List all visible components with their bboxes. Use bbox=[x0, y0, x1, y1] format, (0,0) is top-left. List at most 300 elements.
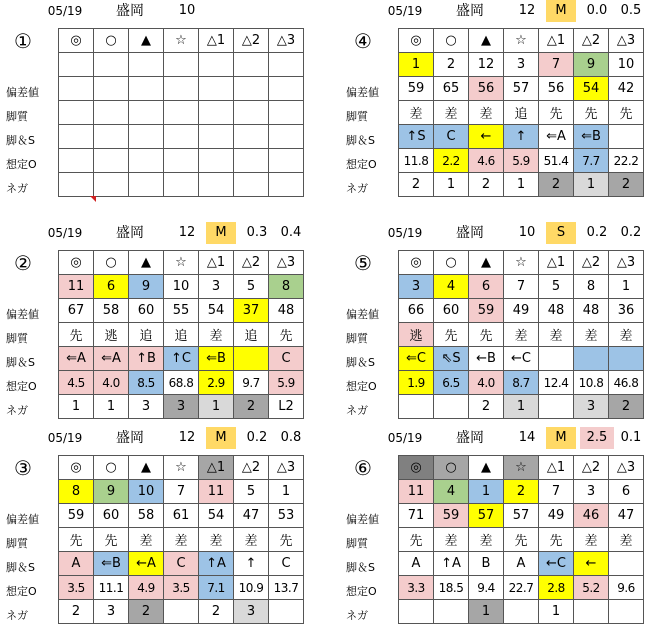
negative-cell: 3 bbox=[234, 600, 269, 624]
negative-cell: L2 bbox=[269, 395, 304, 419]
row-label: 偏差値 bbox=[346, 86, 379, 99]
odds-cell: 3.5 bbox=[164, 576, 199, 600]
leg-speed-cell: C bbox=[434, 125, 469, 149]
horse-numbers-cell: 3 bbox=[504, 53, 539, 77]
horse-numbers-cell: 10 bbox=[164, 275, 199, 299]
prediction-grid bbox=[398, 28, 644, 197]
red-corner-marker bbox=[90, 196, 96, 202]
row-label: ネガ bbox=[6, 609, 28, 622]
race-header bbox=[340, 222, 670, 244]
row-label: 偏差値 bbox=[346, 513, 379, 526]
running-style-cell: 差 bbox=[469, 101, 504, 125]
race-venue: 盛岡 bbox=[116, 3, 144, 19]
race-number: ③ bbox=[14, 456, 32, 480]
race-date: 05/19 bbox=[47, 4, 83, 18]
horse-numbers-cell: 8 bbox=[269, 275, 304, 299]
horse-numbers-row bbox=[59, 275, 304, 299]
race-date: 05/19 bbox=[387, 226, 423, 240]
symbol-cell: △2 bbox=[574, 456, 609, 480]
race-number: ⑥ bbox=[354, 456, 372, 480]
deviation-row bbox=[59, 299, 304, 323]
deviation-cell: 57 bbox=[504, 77, 539, 101]
horse-numbers-cell: 4 bbox=[434, 480, 469, 504]
deviation-cell bbox=[234, 77, 269, 101]
row-label: 想定O bbox=[6, 380, 37, 393]
race-venue: 盛岡 bbox=[456, 225, 484, 241]
pace-value-1: 0.0 bbox=[586, 3, 608, 18]
deviation-cell: 48 bbox=[574, 299, 609, 323]
leg-speed-cell: A bbox=[59, 552, 94, 576]
negative-cell: 3 bbox=[164, 395, 199, 419]
pace-value-1: 0.3 bbox=[246, 225, 268, 240]
race-number: ① bbox=[14, 29, 32, 53]
row-label: 脚質 bbox=[6, 110, 28, 123]
odds-cell bbox=[129, 149, 164, 173]
leg-speed-cell bbox=[269, 125, 304, 149]
running-style-cell: 差 bbox=[434, 528, 469, 552]
horse-numbers-cell: 1 bbox=[469, 480, 504, 504]
running-style-row bbox=[399, 101, 644, 125]
horse-numbers-row bbox=[399, 275, 644, 299]
symbol-row bbox=[399, 29, 644, 53]
odds-row bbox=[399, 149, 644, 173]
symbol-cell: △1 bbox=[539, 456, 574, 480]
horse-numbers-cell: 6 bbox=[609, 480, 644, 504]
symbol-cell: △3 bbox=[609, 456, 644, 480]
leg-speed-cell: C bbox=[269, 347, 304, 371]
leg-speed-cell: ⇐A bbox=[59, 347, 94, 371]
odds-cell: 3.5 bbox=[59, 576, 94, 600]
running-style-cell bbox=[129, 101, 164, 125]
deviation-cell: 60 bbox=[94, 504, 129, 528]
leg-speed-cell bbox=[234, 347, 269, 371]
odds-cell: 18.5 bbox=[434, 576, 469, 600]
negative-cell bbox=[164, 173, 199, 197]
symbol-cell: ◎ bbox=[59, 29, 94, 53]
running-style-cell bbox=[234, 101, 269, 125]
negative-cell bbox=[504, 600, 539, 624]
race-panel bbox=[0, 222, 330, 427]
horse-numbers-cell: 9 bbox=[129, 275, 164, 299]
symbol-cell: △1 bbox=[199, 251, 234, 275]
odds-cell: 8.7 bbox=[504, 371, 539, 395]
running-style-cell: 差 bbox=[129, 528, 164, 552]
running-style-cell: 追 bbox=[504, 101, 539, 125]
odds-cell: 9.7 bbox=[234, 371, 269, 395]
negative-cell: 2 bbox=[59, 600, 94, 624]
deviation-row bbox=[59, 77, 304, 101]
running-style-cell: 差 bbox=[609, 323, 644, 347]
leg-speed-cell: ←C bbox=[539, 552, 574, 576]
leg-speed-row bbox=[59, 552, 304, 576]
symbol-cell: ☆ bbox=[504, 456, 539, 480]
odds-row bbox=[59, 371, 304, 395]
race-date: 05/19 bbox=[47, 226, 83, 240]
running-style-cell: 差 bbox=[234, 528, 269, 552]
horse-numbers-cell: 1 bbox=[609, 275, 644, 299]
deviation-cell: 59 bbox=[59, 504, 94, 528]
pace-value-2: 0.1 bbox=[620, 430, 642, 445]
running-style-cell: 差 bbox=[574, 323, 609, 347]
horse-numbers-cell: 4 bbox=[434, 275, 469, 299]
race-header bbox=[340, 0, 670, 22]
negative-cell bbox=[434, 600, 469, 624]
symbol-cell: ○ bbox=[94, 29, 129, 53]
horse-numbers-row bbox=[59, 480, 304, 504]
running-style-cell: 差 bbox=[504, 323, 539, 347]
field-size: 10 bbox=[518, 225, 536, 240]
deviation-cell: 57 bbox=[469, 504, 504, 528]
race-venue: 盛岡 bbox=[456, 430, 484, 446]
negative-row bbox=[399, 600, 644, 624]
running-style-cell: 先 bbox=[504, 528, 539, 552]
symbol-cell: ▲ bbox=[129, 456, 164, 480]
running-style-cell: 先 bbox=[94, 528, 129, 552]
negative-cell: 1 bbox=[434, 173, 469, 197]
deviation-cell: 47 bbox=[234, 504, 269, 528]
negative-cell: 2 bbox=[469, 173, 504, 197]
negative-cell bbox=[539, 395, 574, 419]
symbol-cell: △1 bbox=[199, 456, 234, 480]
deviation-cell: 37 bbox=[234, 299, 269, 323]
negative-cell: 2 bbox=[609, 395, 644, 419]
odds-cell bbox=[94, 149, 129, 173]
race-number: ④ bbox=[354, 29, 372, 53]
running-style-cell bbox=[94, 101, 129, 125]
negative-cell: 1 bbox=[539, 600, 574, 624]
row-label: 偏差値 bbox=[6, 86, 39, 99]
horse-numbers-cell: 5 bbox=[539, 275, 574, 299]
running-style-cell: 差 bbox=[609, 528, 644, 552]
prediction-grid bbox=[58, 250, 304, 419]
horse-numbers-cell: 11 bbox=[399, 480, 434, 504]
row-labels bbox=[0, 508, 58, 628]
symbol-cell: ○ bbox=[94, 456, 129, 480]
pace-value-1 bbox=[240, 0, 274, 22]
running-style-cell: 差 bbox=[469, 528, 504, 552]
deviation-cell bbox=[199, 77, 234, 101]
pace-value-2 bbox=[274, 0, 308, 22]
horse-numbers-cell: 12 bbox=[469, 53, 504, 77]
negative-cell bbox=[269, 600, 304, 624]
odds-cell: 13.7 bbox=[269, 576, 304, 600]
row-label: 脚質 bbox=[346, 537, 368, 550]
horse-numbers-cell: 3 bbox=[199, 275, 234, 299]
row-label: 脚＆S bbox=[6, 561, 35, 574]
symbol-cell: ☆ bbox=[164, 456, 199, 480]
symbol-cell: ▲ bbox=[469, 456, 504, 480]
field-size: 10 bbox=[178, 3, 196, 18]
deviation-cell: 66 bbox=[399, 299, 434, 323]
horse-numbers-cell: 11 bbox=[59, 275, 94, 299]
negative-row bbox=[59, 395, 304, 419]
running-style-cell: 先 bbox=[59, 528, 94, 552]
leg-speed-cell bbox=[129, 125, 164, 149]
symbol-row bbox=[399, 456, 644, 480]
odds-cell: 1.9 bbox=[399, 371, 434, 395]
negative-cell: 2 bbox=[609, 173, 644, 197]
pace-value-2: 0.4 bbox=[280, 225, 302, 240]
row-label: 脚質 bbox=[6, 332, 28, 345]
leg-speed-cell: ⇐A bbox=[539, 125, 574, 149]
horse-numbers-cell: 3 bbox=[399, 275, 434, 299]
pace-badge: S bbox=[546, 222, 576, 244]
row-label: 脚＆S bbox=[346, 561, 375, 574]
symbol-cell: △3 bbox=[269, 456, 304, 480]
leg-speed-cell: B bbox=[469, 552, 504, 576]
symbol-cell: ◎ bbox=[399, 251, 434, 275]
race-number: ② bbox=[14, 251, 32, 275]
leg-speed-cell: ← bbox=[469, 125, 504, 149]
running-style-row bbox=[59, 323, 304, 347]
leg-speed-cell: ←A bbox=[129, 552, 164, 576]
prediction-grid bbox=[398, 455, 644, 624]
symbol-cell: ▲ bbox=[469, 29, 504, 53]
deviation-cell: 58 bbox=[129, 504, 164, 528]
pace-value-1: 2.5 bbox=[580, 427, 614, 449]
deviation-cell bbox=[59, 77, 94, 101]
odds-cell: 2.2 bbox=[434, 149, 469, 173]
leg-speed-row bbox=[399, 125, 644, 149]
running-style-row bbox=[399, 323, 644, 347]
leg-speed-cell bbox=[199, 125, 234, 149]
negative-cell: 2 bbox=[399, 173, 434, 197]
symbol-row bbox=[399, 251, 644, 275]
row-label: 想定O bbox=[346, 585, 377, 598]
negative-cell: 1 bbox=[94, 395, 129, 419]
odds-cell: 10.8 bbox=[574, 371, 609, 395]
deviation-cell: 56 bbox=[469, 77, 504, 101]
running-style-cell: 先 bbox=[539, 101, 574, 125]
leg-speed-cell: ← bbox=[574, 552, 609, 576]
deviation-cell: 54 bbox=[199, 299, 234, 323]
running-style-cell: 先 bbox=[469, 323, 504, 347]
row-label: 偏差値 bbox=[6, 308, 39, 321]
horse-numbers-row bbox=[399, 480, 644, 504]
symbol-cell: △2 bbox=[234, 251, 269, 275]
prediction-grid bbox=[58, 455, 304, 624]
running-style-cell: 先 bbox=[574, 101, 609, 125]
race-date: 05/19 bbox=[47, 431, 83, 445]
negative-cell bbox=[234, 173, 269, 197]
leg-speed-cell: ↑S bbox=[399, 125, 434, 149]
row-label: ネガ bbox=[346, 609, 368, 622]
odds-cell: 4.0 bbox=[469, 371, 504, 395]
horse-numbers-cell: 7 bbox=[164, 480, 199, 504]
deviation-cell: 67 bbox=[59, 299, 94, 323]
running-style-cell: 差 bbox=[199, 323, 234, 347]
leg-speed-cell: ↑ bbox=[234, 552, 269, 576]
running-style-cell: 差 bbox=[539, 323, 574, 347]
leg-speed-cell: A bbox=[504, 552, 539, 576]
leg-speed-cell: ⇐B bbox=[199, 347, 234, 371]
race-panel bbox=[340, 222, 670, 427]
running-style-cell bbox=[59, 101, 94, 125]
horse-numbers-cell: 2 bbox=[504, 480, 539, 504]
running-style-cell: 逃 bbox=[94, 323, 129, 347]
deviation-cell: 59 bbox=[434, 504, 469, 528]
race-venue: 盛岡 bbox=[456, 3, 484, 19]
symbol-cell: △1 bbox=[539, 29, 574, 53]
deviation-row bbox=[399, 299, 644, 323]
deviation-cell: 61 bbox=[164, 504, 199, 528]
running-style-row bbox=[59, 101, 304, 125]
odds-row bbox=[399, 576, 644, 600]
odds-cell: 11.8 bbox=[399, 149, 434, 173]
symbol-row bbox=[59, 29, 304, 53]
leg-speed-cell: ←C bbox=[504, 347, 539, 371]
negative-cell bbox=[399, 395, 434, 419]
horse-numbers-cell: 8 bbox=[59, 480, 94, 504]
deviation-cell: 59 bbox=[469, 299, 504, 323]
leg-speed-row bbox=[399, 552, 644, 576]
running-style-cell: 先 bbox=[59, 323, 94, 347]
deviation-cell: 56 bbox=[539, 77, 574, 101]
leg-speed-cell: ↑ bbox=[504, 125, 539, 149]
leg-speed-cell: A bbox=[399, 552, 434, 576]
odds-cell: 7.1 bbox=[199, 576, 234, 600]
row-label: ネガ bbox=[6, 404, 28, 417]
negative-row bbox=[59, 173, 304, 197]
leg-speed-cell: ⇐A bbox=[94, 347, 129, 371]
leg-speed-cell: ↑C bbox=[164, 347, 199, 371]
prediction-grid bbox=[398, 250, 644, 419]
horse-numbers-cell: 10 bbox=[609, 53, 644, 77]
symbol-cell: ▲ bbox=[469, 251, 504, 275]
leg-speed-cell bbox=[609, 347, 644, 371]
negative-cell bbox=[59, 173, 94, 197]
odds-cell: 6.5 bbox=[434, 371, 469, 395]
running-style-cell: 先 bbox=[539, 528, 574, 552]
leg-speed-cell bbox=[574, 347, 609, 371]
odds-cell: 7.7 bbox=[574, 149, 609, 173]
row-label: 脚＆S bbox=[6, 356, 35, 369]
horse-numbers-cell: 9 bbox=[94, 480, 129, 504]
symbol-cell: ○ bbox=[434, 29, 469, 53]
pace-badge bbox=[206, 0, 236, 22]
row-label: 脚質 bbox=[6, 537, 28, 550]
negative-row bbox=[399, 173, 644, 197]
negative-cell: 1 bbox=[199, 395, 234, 419]
deviation-cell: 36 bbox=[609, 299, 644, 323]
horse-numbers-cell: 7 bbox=[504, 275, 539, 299]
symbol-cell: △2 bbox=[234, 456, 269, 480]
deviation-cell: 55 bbox=[164, 299, 199, 323]
race-panel bbox=[340, 0, 670, 205]
race-header bbox=[340, 427, 670, 449]
leg-speed-cell bbox=[94, 125, 129, 149]
pace-value-1: 0.2 bbox=[246, 430, 268, 445]
leg-speed-cell: ⇐B bbox=[94, 552, 129, 576]
odds-cell bbox=[199, 149, 234, 173]
leg-speed-cell bbox=[59, 125, 94, 149]
deviation-cell: 65 bbox=[434, 77, 469, 101]
prediction-grid bbox=[58, 28, 304, 197]
negative-cell bbox=[574, 600, 609, 624]
leg-speed-row bbox=[59, 347, 304, 371]
race-panel bbox=[340, 427, 670, 632]
running-style-cell: 追 bbox=[129, 323, 164, 347]
leg-speed-cell bbox=[609, 552, 644, 576]
negative-row bbox=[59, 600, 304, 624]
row-label: 想定O bbox=[6, 585, 37, 598]
deviation-cell: 48 bbox=[539, 299, 574, 323]
symbol-cell: ▲ bbox=[129, 251, 164, 275]
deviation-cell: 53 bbox=[269, 504, 304, 528]
deviation-cell bbox=[94, 77, 129, 101]
running-style-cell bbox=[269, 101, 304, 125]
running-style-row bbox=[399, 528, 644, 552]
row-label: ネガ bbox=[346, 404, 368, 417]
negative-cell: 1 bbox=[574, 173, 609, 197]
horse-numbers-cell: 10 bbox=[129, 480, 164, 504]
horse-numbers-cell: 6 bbox=[94, 275, 129, 299]
row-label: ネガ bbox=[6, 182, 28, 195]
negative-cell bbox=[609, 600, 644, 624]
row-labels bbox=[340, 303, 398, 423]
row-label: 想定O bbox=[346, 158, 377, 171]
symbol-row bbox=[59, 456, 304, 480]
horse-numbers-cell bbox=[164, 53, 199, 77]
running-style-cell bbox=[164, 101, 199, 125]
field-size: 14 bbox=[518, 430, 536, 445]
symbol-cell: ▲ bbox=[129, 29, 164, 53]
row-label: 想定O bbox=[6, 158, 37, 171]
pace-badge: M bbox=[206, 427, 236, 449]
symbol-cell: ☆ bbox=[504, 251, 539, 275]
running-style-cell: 先 bbox=[269, 323, 304, 347]
symbol-cell: △3 bbox=[269, 251, 304, 275]
odds-cell: 8.5 bbox=[129, 371, 164, 395]
symbol-cell: △3 bbox=[609, 251, 644, 275]
negative-cell: 3 bbox=[94, 600, 129, 624]
symbol-cell: ○ bbox=[94, 251, 129, 275]
deviation-cell: 57 bbox=[504, 504, 539, 528]
leg-speed-cell bbox=[609, 125, 644, 149]
deviation-cell bbox=[129, 77, 164, 101]
row-labels bbox=[0, 81, 58, 201]
running-style-cell: 逃 bbox=[399, 323, 434, 347]
leg-speed-cell: ↑A bbox=[199, 552, 234, 576]
negative-cell: 1 bbox=[504, 395, 539, 419]
race-panel bbox=[0, 427, 330, 632]
deviation-cell: 54 bbox=[199, 504, 234, 528]
row-label: 脚＆S bbox=[346, 134, 375, 147]
odds-cell: 51.4 bbox=[539, 149, 574, 173]
horse-numbers-cell: 11 bbox=[199, 480, 234, 504]
odds-cell: 68.8 bbox=[164, 371, 199, 395]
race-number: ⑤ bbox=[354, 251, 372, 275]
deviation-cell bbox=[269, 77, 304, 101]
horse-numbers-cell bbox=[234, 53, 269, 77]
row-labels bbox=[340, 81, 398, 201]
odds-cell bbox=[234, 149, 269, 173]
odds-cell: 5.2 bbox=[574, 576, 609, 600]
symbol-cell: ☆ bbox=[504, 29, 539, 53]
deviation-cell: 59 bbox=[399, 77, 434, 101]
horse-numbers-cell bbox=[199, 53, 234, 77]
deviation-cell: 71 bbox=[399, 504, 434, 528]
symbol-cell: ☆ bbox=[164, 251, 199, 275]
horse-numbers-cell: 6 bbox=[469, 275, 504, 299]
race-header bbox=[0, 222, 330, 244]
running-style-cell: 差 bbox=[434, 101, 469, 125]
deviation-cell: 49 bbox=[504, 299, 539, 323]
odds-cell: 4.6 bbox=[469, 149, 504, 173]
odds-cell: 5.9 bbox=[269, 371, 304, 395]
horse-numbers-cell: 2 bbox=[434, 53, 469, 77]
deviation-cell: 54 bbox=[574, 77, 609, 101]
